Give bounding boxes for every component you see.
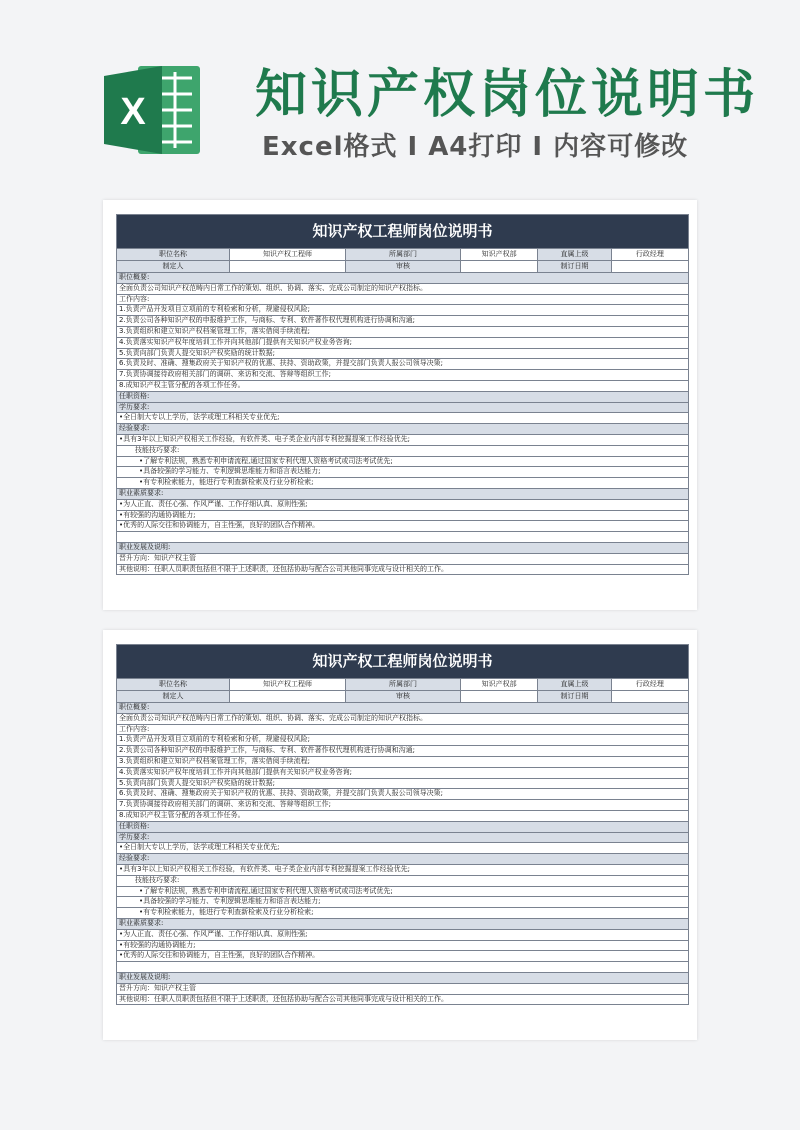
- form-line: 工作内容:: [117, 724, 688, 735]
- sheet-preview-2: [103, 630, 697, 1040]
- label-position-name: 职位名称: [117, 679, 230, 690]
- subtitle-print: A4打印: [428, 132, 523, 162]
- label-date: 制订日期: [538, 261, 611, 272]
- form-line: •为人正直、责任心强、作风严谨、工作仔细认真、原则性强;: [117, 499, 688, 510]
- job-description-form: [116, 214, 689, 575]
- form-line: 2.负责公司各种知识产权的申报维护工作，与商标、专利、软件著作权代理机构进行协调和沟通;: [117, 745, 688, 756]
- form-line: •有专利检索能力，能进行专利查新检索及行业分析检索;: [117, 907, 688, 918]
- form-line: 技能技巧要求:: [117, 445, 688, 456]
- value-position-name: 知识产权工程师: [230, 679, 346, 690]
- section-heading: 职业素质要求:: [117, 918, 688, 929]
- form-line: 全面负责公司知识产权范畴内日常工作的策划、组织、协调、落实、完成公司制定的知识产权指标。: [117, 283, 688, 294]
- excel-logo-icon: [100, 58, 204, 162]
- sheet-preview-1: [103, 200, 697, 610]
- form-line: 8.成知识产权主管分配的各项工作任务。: [117, 810, 688, 821]
- form-line: 6.负责及时、准确、搜集政府关于知识产权的优惠、扶持、资助政策，并提交部门负责人报公司领导决策;: [117, 788, 688, 799]
- subtitle: [262, 126, 688, 163]
- value-supervisor: 行政经理: [635, 680, 664, 688]
- form-line: 晋升方向：知识产权主管: [117, 553, 688, 564]
- form-lines: [117, 702, 688, 1004]
- section-heading: 经验要求:: [117, 423, 688, 434]
- label-supervisor: 直属上级: [538, 249, 611, 260]
- value-reviewer: [461, 261, 538, 272]
- form-line: 4.负责落实知识产权年度培训工作并向其他部门提供有关知识产权业务咨询;: [117, 337, 688, 348]
- subtitle-editable: 内容可修改: [553, 132, 689, 162]
- form-line: 4.负责落实知识产权年度培训工作并向其他部门提供有关知识产权业务咨询;: [117, 767, 688, 778]
- value-position-name: 知识产权工程师: [230, 249, 346, 260]
- value-author: [230, 691, 346, 702]
- form-line: 2.负责公司各种知识产权的申报维护工作，与商标、专利、软件著作权代理机构进行协调和沟通;: [117, 315, 688, 326]
- section-heading: 职业发展及说明:: [117, 542, 688, 553]
- label-author: 制定人: [117, 691, 230, 702]
- form-line: 技能技巧要求:: [117, 875, 688, 886]
- logo-letter: X: [120, 91, 146, 133]
- form-line: •有专利检索能力，能进行专利查新检索及行业分析检索;: [117, 477, 688, 488]
- form-line: •优秀的人际交往和协调能力，自主性强，良好的团队合作精神。: [117, 520, 688, 531]
- form-line: •优秀的人际交往和协调能力，自主性强，良好的团队合作精神。: [117, 950, 688, 961]
- section-heading: 职位概要:: [117, 272, 688, 283]
- header: [0, 0, 800, 195]
- form-line: •有较强的沟通协调能力;: [117, 510, 688, 521]
- section-heading: 学历要求:: [117, 402, 688, 413]
- form-title: 知识产权工程师岗位说明书: [117, 645, 688, 678]
- form-line: 1.负责产品开发项目立项前的专利检索和分析，规避侵权风险;: [117, 734, 688, 745]
- form-line: 5.负责向部门负责人提交知识产权奖励的统计数据;: [117, 348, 688, 359]
- form-title: 知识产权工程师岗位说明书: [117, 215, 688, 248]
- form-line: 7.负责协调接待政府相关部门的调研、来访和交流、答辩等组织工作;: [117, 799, 688, 810]
- value-department: 知识产权部: [461, 679, 538, 690]
- section-heading: 职业发展及说明:: [117, 972, 688, 983]
- form-line: •全日制大专以上学历，法学或理工科相关专业优先;: [117, 842, 688, 853]
- form-line: •全日制大专以上学历，法学或理工科相关专业优先;: [117, 412, 688, 423]
- form-line: 5.负责向部门负责人提交知识产权奖励的统计数据;: [117, 778, 688, 789]
- info-row-2: [117, 260, 688, 272]
- form-line: 8.成知识产权主管分配的各项工作任务。: [117, 380, 688, 391]
- info-row-1: [117, 248, 688, 260]
- form-line: 1.负责产品开发项目立项前的专利检索和分析，规避侵权风险;: [117, 304, 688, 315]
- section-heading: 职业素质要求:: [117, 488, 688, 499]
- form-line: 其他说明：任职人员职责包括但不限于上述职责，还包括协助与配合公司其他同事完成与设计相关的工作。: [117, 564, 688, 575]
- info-row-2: [117, 690, 688, 702]
- section-heading: 学历要求:: [117, 832, 688, 843]
- section-heading: 任职资格:: [117, 821, 688, 832]
- label-reviewer: 审核: [346, 261, 461, 272]
- label-date: 制订日期: [538, 691, 611, 702]
- label-position-name: 职位名称: [117, 249, 230, 260]
- form-line: •有较强的沟通协调能力;: [117, 940, 688, 951]
- label-author: 制定人: [117, 261, 230, 272]
- form-line: 3.负责组织和建立知识产权档案管理工作，落实借阅手续流程;: [117, 756, 688, 767]
- form-line: •具有3年以上知识产权相关工作经验，有软件类、电子类企业内部专利挖掘提案工作经验优先;: [117, 864, 688, 875]
- value-date: [612, 691, 688, 702]
- label-department: 所属部门: [346, 679, 461, 690]
- form-line: •为人正直、责任心强、作风严谨、工作仔细认真、原则性强;: [117, 929, 688, 940]
- form-line: •具备较强的学习能力、专利逻辑思维能力和语言表达能力;: [117, 466, 688, 477]
- job-description-form: [116, 644, 689, 1005]
- form-line: •了解专利法规，熟悉专利申请流程,通过国家专利代理人资格考试或司法考试优先;: [117, 456, 688, 467]
- label-reviewer: 审核: [346, 691, 461, 702]
- form-line: 7.负责协调接待政府相关部门的调研、来访和交流、答辩等组织工作;: [117, 369, 688, 380]
- subtitle-separator: I: [532, 132, 544, 162]
- value-date: [612, 261, 688, 272]
- form-line: 工作内容:: [117, 294, 688, 305]
- subtitle-separator: I: [407, 132, 419, 162]
- label-department: 所属部门: [346, 249, 461, 260]
- section-heading: 任职资格:: [117, 391, 688, 402]
- page-title: 知识产权岗位说明书: [255, 65, 760, 125]
- form-line: •了解专利法规，熟悉专利申请流程,通过国家专利代理人资格考试或司法考试优先;: [117, 886, 688, 897]
- form-lines: [117, 272, 688, 574]
- label-supervisor: 直属上级: [538, 679, 611, 690]
- value-reviewer: [461, 691, 538, 702]
- form-line: 晋升方向：知识产权主管: [117, 983, 688, 994]
- form-line: [117, 531, 688, 542]
- form-line: •具备较强的学习能力、专利逻辑思维能力和语言表达能力;: [117, 896, 688, 907]
- form-line: 3.负责组织和建立知识产权档案管理工作，落实借阅手续流程;: [117, 326, 688, 337]
- form-line: 6.负责及时、准确、搜集政府关于知识产权的优惠、扶持、资助政策，并提交部门负责人报公司领导决策;: [117, 358, 688, 369]
- form-line: •具有3年以上知识产权相关工作经验，有软件类、电子类企业内部专利挖掘提案工作经验优先;: [117, 434, 688, 445]
- form-line: 其他说明：任职人员职责包括但不限于上述职责，还包括协助与配合公司其他同事完成与设计相关的工作。: [117, 994, 688, 1005]
- info-row-1: [117, 678, 688, 690]
- value-department: 知识产权部: [461, 249, 538, 260]
- section-heading: 经验要求:: [117, 853, 688, 864]
- value-supervisor: 行政经理: [635, 250, 664, 258]
- form-line: [117, 961, 688, 972]
- section-heading: 职位概要:: [117, 702, 688, 713]
- subtitle-format: Excel格式: [262, 132, 398, 162]
- value-author: [230, 261, 346, 272]
- form-line: 全面负责公司知识产权范畴内日常工作的策划、组织、协调、落实、完成公司制定的知识产权指标。: [117, 713, 688, 724]
